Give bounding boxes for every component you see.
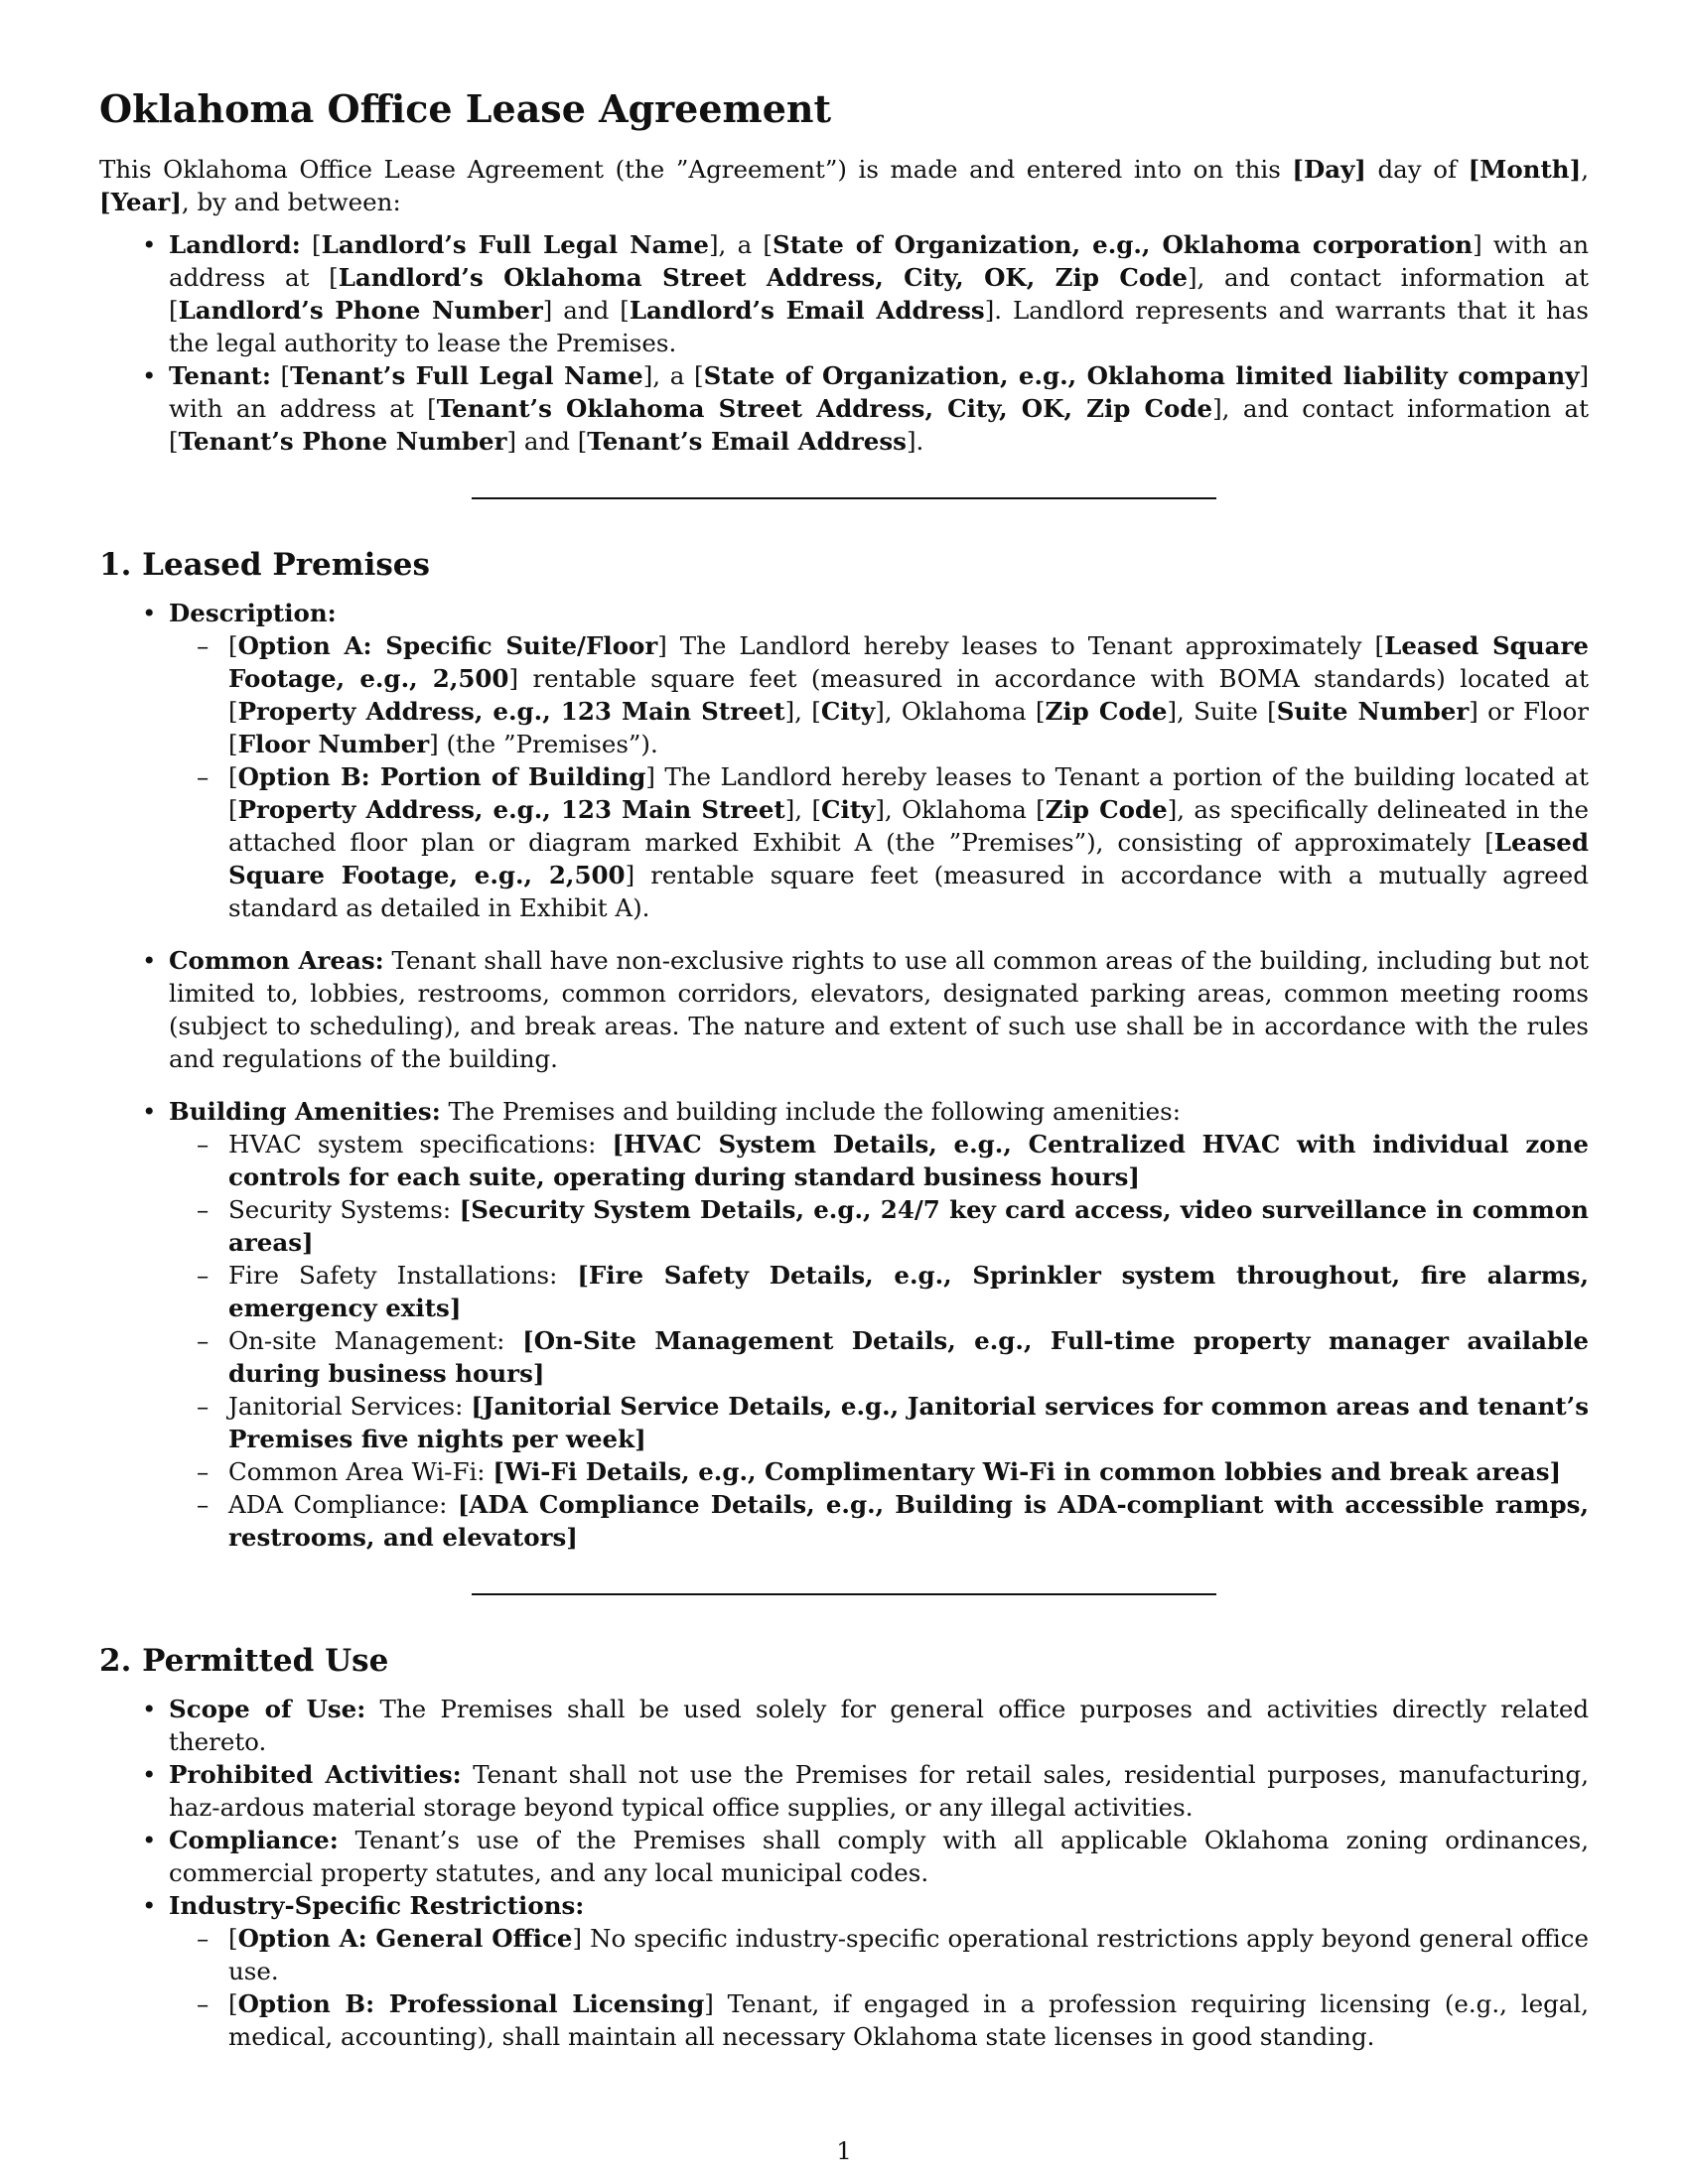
prohibited-item <box>169 1758 1589 1824</box>
section-heading-leased-premises: 1. Leased Premises <box>99 547 430 583</box>
day-placeholder: [Day] <box>1292 155 1366 184</box>
industry-options <box>169 1922 1589 2053</box>
description-item <box>169 597 1589 924</box>
intro-text: day of <box>1365 155 1469 184</box>
text: ], [ <box>784 697 821 726</box>
amenity-item <box>228 1324 1589 1390</box>
text: ] with an address at [ <box>169 361 1589 423</box>
option-b-label: Option B: Professional Licensing <box>237 1989 705 2018</box>
option-b-item <box>228 1987 1589 2053</box>
amenity-name: On-site Management: <box>228 1326 523 1355</box>
amenity-name: Janitorial Services: <box>228 1392 472 1421</box>
tenant-phone-placeholder: Tenant’s Phone Number <box>178 427 507 456</box>
amenity-detail: [Security System Details, e.g., 24/7 key card access, video surveillance in common areas] <box>228 1195 1589 1257</box>
text: [ <box>228 1924 238 1953</box>
description-options <box>169 629 1589 924</box>
text: ], and contact information at [ <box>169 394 1589 456</box>
text: ]. <box>906 427 924 456</box>
text: Tenant’s use of the Premises shall comply with all applicable Oklahoma zoning ordinances, commercial property statutes, and any local municipal codes. <box>169 1826 1589 1887</box>
industry-restrictions-label: Industry-Specific Restrictions: <box>169 1891 585 1920</box>
common-areas-item <box>169 944 1589 1075</box>
text: [ <box>228 1989 238 2018</box>
amenity-detail: [Janitorial Service Details, e.g., Janitorial services for common areas and tenant’s Premises five nights per week] <box>228 1392 1589 1453</box>
amenity-detail: [HVAC System Details, e.g., Centralized HVAC with individual zone controls for each suite, operating during standard business hours] <box>228 1130 1589 1191</box>
amenity-name: ADA Compliance: <box>228 1490 458 1519</box>
option-a-label: Option A: Specific Suite/Floor <box>237 631 658 660</box>
text: [ <box>228 762 238 791</box>
landlord-state-placeholder: State of Organization, e.g., Oklahoma corporation <box>773 230 1474 259</box>
text: ], and contact information at [ <box>169 263 1589 325</box>
suite-placeholder: Suite Number <box>1276 697 1470 726</box>
option-a-item <box>228 629 1589 760</box>
amenities-list <box>169 1128 1589 1554</box>
amenity-name: Security Systems: <box>228 1195 460 1224</box>
tenant-name-placeholder: Tenant’s Full Legal Name <box>290 361 643 390</box>
compliance-item <box>169 1824 1589 1889</box>
text: ], Oklahoma [ <box>875 697 1046 726</box>
intro-text: , by and between: <box>181 188 401 216</box>
text: ] rentable square feet (measured in accordance with BOMA standards) located at [ <box>228 664 1589 726</box>
text: ] No specific industry-specific operational restrictions apply beyond general office use. <box>228 1924 1589 1985</box>
landlord-phone-placeholder: Landlord’s Phone Number <box>178 296 543 325</box>
description-label: Description: <box>169 599 337 627</box>
sqft-placeholder: Leased Square Footage, e.g., 2,500 <box>228 828 1589 889</box>
prohibited-label: Prohibited Activities: <box>169 1760 462 1789</box>
text: ] and [ <box>542 296 630 325</box>
text: Tenant shall not use the Premises for retail sales, residential purposes, manufacturing, haz-ardous material storage beyond typical office supplies, or any illegal activities. <box>169 1760 1590 1822</box>
amenity-detail: [Wi-Fi Details, e.g., Complimentary Wi-Fi in common lobbies and break areas] <box>492 1457 1562 1486</box>
amenity-detail: [ADA Compliance Details, e.g., Building is ADA-compliant with accessible ramps, restrooms, and elevators] <box>228 1490 1589 1552</box>
amenity-name: Fire Safety Installations: <box>228 1261 578 1290</box>
text: ] The Landlord hereby leases to Tenant a portion of the building located at [ <box>228 762 1589 824</box>
intro-text: , <box>1581 155 1589 184</box>
zip-placeholder: Zip Code <box>1045 697 1168 726</box>
building-amenities-label: Building Amenities: <box>169 1097 441 1126</box>
section-heading-permitted-use: 2. Permitted Use <box>99 1643 389 1679</box>
intro-text: This Oklahoma Office Lease Agreement (the ”Agreement”) is made and entered into on this <box>99 155 1293 184</box>
amenity-detail: [Fire Safety Details, e.g., Sprinkler system throughout, fire alarms, emergency exits] <box>228 1261 1589 1322</box>
landlord-address-placeholder: Landlord’s Oklahoma Street Address, City, OK, Zip Code <box>338 263 1188 292</box>
text: [ <box>270 361 291 390</box>
text: [ <box>300 230 322 259</box>
text: [ <box>228 631 238 660</box>
amenity-name: Common Area Wi-Fi: <box>228 1457 493 1486</box>
industry-restrictions-item <box>169 1889 1589 2053</box>
option-b-label: Option B: Portion of Building <box>237 762 646 791</box>
text: ] (the ”Premises”). <box>429 730 658 758</box>
landlord-item <box>169 228 1589 359</box>
text: ] rentable square feet (measured in accordance with a mutually agreed standard as detailed in Exhibit A). <box>228 861 1589 922</box>
text: The Premises and building include the following amenities: <box>440 1097 1181 1126</box>
scope-item <box>169 1693 1589 1758</box>
text: Tenant shall have non-exclusive rights to use all common areas of the building, including but not limited to, lobbies, restrooms, common corridors, elevators, designated parking areas, common meeting rooms (subject to scheduling), and break areas. The nature and extent of such use shall be in accordance with the rules and regulations of the building. <box>169 946 1589 1073</box>
address-placeholder: Property Address, e.g., 123 Main Street <box>237 795 785 824</box>
amenity-item <box>228 1259 1589 1324</box>
city-placeholder: City <box>820 697 876 726</box>
text: ] The Landlord hereby leases to Tenant approximately [ <box>657 631 1385 660</box>
text: ] or Floor [ <box>228 697 1589 758</box>
sqft-placeholder: Leased Square Footage, e.g., 2,500 <box>228 631 1589 693</box>
text: ] with an address at [ <box>169 230 1590 292</box>
amenity-item <box>228 1193 1589 1259</box>
option-a-item <box>228 1922 1589 1987</box>
address-placeholder: Property Address, e.g., 123 Main Street <box>237 697 785 726</box>
text: The Premises shall be used solely for general office purposes and activities directly related thereto. <box>169 1695 1590 1756</box>
amenity-item <box>228 1488 1589 1554</box>
document-title: Oklahoma Office Lease Agreement <box>99 86 832 131</box>
intro-paragraph <box>99 153 1589 218</box>
tenant-label: Tenant: <box>169 361 271 390</box>
landlord-name-placeholder: Landlord’s Full Legal Name <box>321 230 709 259</box>
text: ]. Landlord represents and warrants that it has the legal authority to lease the Premises. <box>169 296 1589 357</box>
text: ] Tenant, if engaged in a profession requiring licensing (e.g., legal, medical, accounting), shall maintain all necessary Oklahoma state licenses in good standing. <box>228 1989 1590 2051</box>
building-amenities-item <box>169 1095 1589 1554</box>
year-placeholder: [Year] <box>99 188 182 216</box>
leased-premises-list <box>99 597 1589 1554</box>
section-divider <box>472 497 1216 499</box>
text: ], as specifically delineated in the attached floor plan or diagram marked Exhibit A (the ”Premises”), consisting of approximately [ <box>228 795 1590 857</box>
option-a-label: Option A: General Office <box>237 1924 573 1953</box>
text: ], Suite [ <box>1167 697 1277 726</box>
month-placeholder: [Month] <box>1468 155 1582 184</box>
scope-label: Scope of Use: <box>169 1695 366 1723</box>
amenity-name: HVAC system specifications: <box>228 1130 613 1159</box>
amenity-item <box>228 1390 1589 1455</box>
floor-placeholder: Floor Number <box>237 730 430 758</box>
tenant-address-placeholder: Tenant’s Oklahoma Street Address, City, OK, Zip Code <box>436 394 1213 423</box>
parties-list <box>99 228 1589 458</box>
text: ], a [ <box>642 361 704 390</box>
text: ], [ <box>784 795 822 824</box>
amenity-item <box>228 1128 1589 1193</box>
landlord-email-placeholder: Landlord’s Email Address <box>629 296 985 325</box>
common-areas-label: Common Areas: <box>169 946 384 975</box>
text: ], a [ <box>708 230 773 259</box>
option-b-item <box>228 760 1589 924</box>
landlord-label: Landlord: <box>169 230 301 259</box>
amenity-item <box>228 1455 1589 1488</box>
tenant-state-placeholder: State of Organization, e.g., Oklahoma limited liability company <box>703 361 1580 390</box>
text: ], Oklahoma [ <box>875 795 1046 824</box>
section-divider <box>472 1593 1216 1595</box>
permitted-use-list <box>99 1693 1589 2053</box>
amenity-detail: [On-Site Management Details, e.g., Full-time property manager available during business hours] <box>228 1326 1589 1388</box>
city-placeholder: City <box>821 795 876 824</box>
tenant-email-placeholder: Tenant’s Email Address <box>587 427 907 456</box>
text: ] and [ <box>506 427 588 456</box>
tenant-item <box>169 359 1589 458</box>
page-number: 1 <box>836 2136 852 2165</box>
compliance-label: Compliance: <box>169 1826 339 1854</box>
zip-placeholder: Zip Code <box>1045 795 1168 824</box>
